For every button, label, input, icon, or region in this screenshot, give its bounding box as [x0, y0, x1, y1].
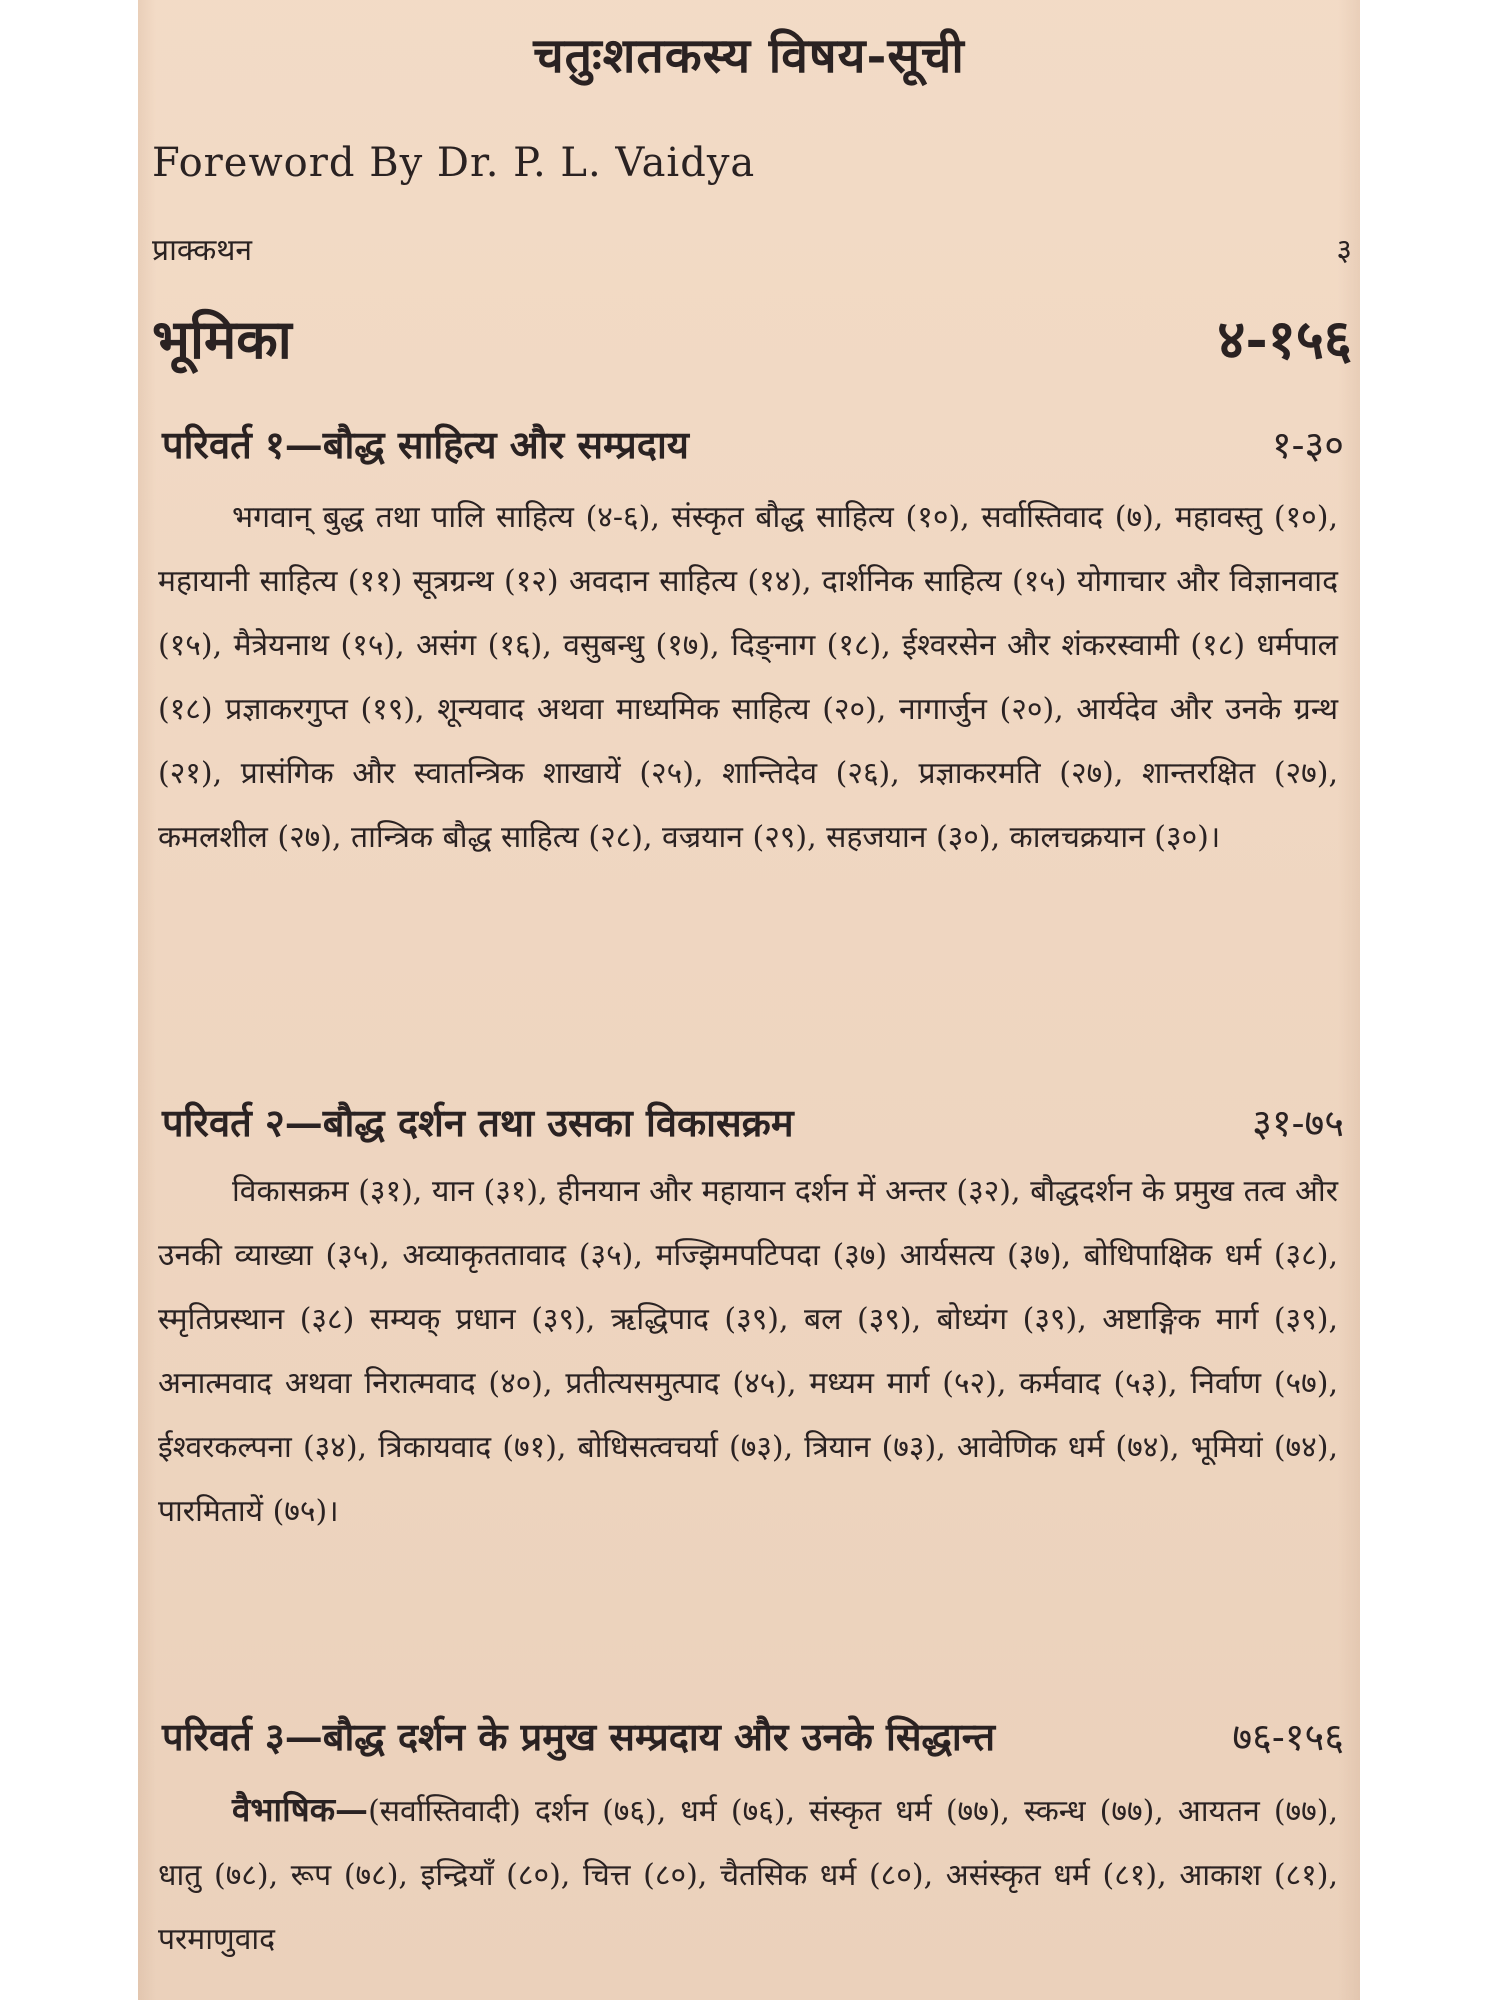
chapter-3-lead: वैभाषिक—	[232, 1790, 369, 1829]
prakkathan-row	[152, 228, 1352, 269]
bhumika-range: ४-१५६	[1217, 307, 1352, 371]
chapter-2-heading-row	[162, 1096, 1344, 1148]
chapter-3-heading-row	[162, 1710, 1344, 1762]
chapter-1-heading: परिवर्त १—बौद्ध साहित्य और सम्प्रदाय	[162, 422, 689, 467]
chapter-1-range: १-३०	[1271, 423, 1344, 467]
bhumika-label: भूमिका	[152, 307, 292, 371]
chapter-3-body: (सर्वास्तिवादी) दर्शन (७६), धर्म (७६), संस्कृत धर्म (७७), स्कन्ध (७७), आयतन (७७), धातु (७८), रूप (७८), इन्द्रियाँ (८०), चित्त (८०), चैतसिक धर्म (८०), असंस्कृत धर्म (८१), आकाश (८१), परमाणुवाद	[158, 1794, 1338, 1957]
chapter-3-contents	[158, 1778, 1338, 1972]
chapter-2-range: ३१-७५	[1252, 1101, 1344, 1145]
chapter-3-range: ७६-१५६	[1232, 1715, 1344, 1759]
prakkathan-page: ३	[1336, 233, 1352, 268]
chapter-3-heading: परिवर्त ३—बौद्ध दर्शन के प्रमुख सम्प्रदाय और उनके सिद्धान्त	[162, 1714, 996, 1759]
chapter-2-heading: परिवर्त २—बौद्ध दर्शन तथा उसका विकासक्रम	[162, 1100, 794, 1145]
book-page	[138, 0, 1360, 2000]
chapter-1-heading-row	[162, 418, 1344, 470]
prakkathan-label: प्राक्कथन	[152, 233, 253, 268]
bhumika-row	[152, 300, 1352, 374]
foreword-line: Foreword By Dr. P. L. Vaidya	[152, 140, 756, 186]
chapter-1-contents: भगवान् बुद्ध तथा पालि साहित्य (४-६), संस्कृत बौद्ध साहित्य (१०), सर्वास्तिवाद (७), महावस्तु (१०), महायानी साहित्य (११) सूत्रग्रन्थ (१२) अवदान साहित्य (१४), दार्शनिक साहित्य (१५) योगाचार और विज्ञानवाद (१५), मैत्रेयनाथ (१५), असंग (१६), वसुबन्धु (१७), दिङ्नाग (१८), ईश्वरसेन और शंकरस्वामी (१८) धर्मपाल (१८) प्रज्ञाकरगुप्त (१९), शून्यवाद अथवा माध्यमिक साहित्य (२०), नागार्जुन (२०), आर्यदेव और उनके ग्रन्थ (२१), प्रासंगिक और स्वातन्त्रिक शाखायें (२५), शान्तिदेव (२६), प्रज्ञाकरमति (२७), शान्तरक्षित (२७), कमलशील (२७), तान्त्रिक बौद्ध साहित्य (२८), वज्रयान (२९), सहजयान (३०), कालचक्रयान (३०)।	[158, 500, 1338, 855]
chapter-2-contents: विकासक्रम (३१), यान (३१), हीनयान और महायान दर्शन में अन्तर (३२), बौद्धदर्शन के प्रमुख तत्व और उनकी व्याख्या (३५), अव्याकृततावाद (३५), मज्झिमपटिपदा (३७) आर्यसत्य (३७), बोधिपाक्षिक धर्म (३८), स्मृतिप्रस्थान (३८) सम्यक् प्रधान (३९), ऋद्धिपाद (३९), बल (३९), बोध्यंग (३९), अष्टाङ्गिक मार्ग (३९), अनात्मवाद अथवा निरात्मवाद (४०), प्रतीत्यसमुत्पाद (४५), मध्यम मार्ग (५२), कर्मवाद (५३), निर्वाण (५७), ईश्वरकल्पना (३४), त्रिकायवाद (७१), बोधिसत्वचर्या (७३), त्रियान (७३), आवेणिक धर्म (७४), भूमियां (७४), पारमितायें (७५)।	[158, 1174, 1338, 1529]
page-title: चतुःशतकस्य विषय-सूची	[533, 28, 965, 84]
